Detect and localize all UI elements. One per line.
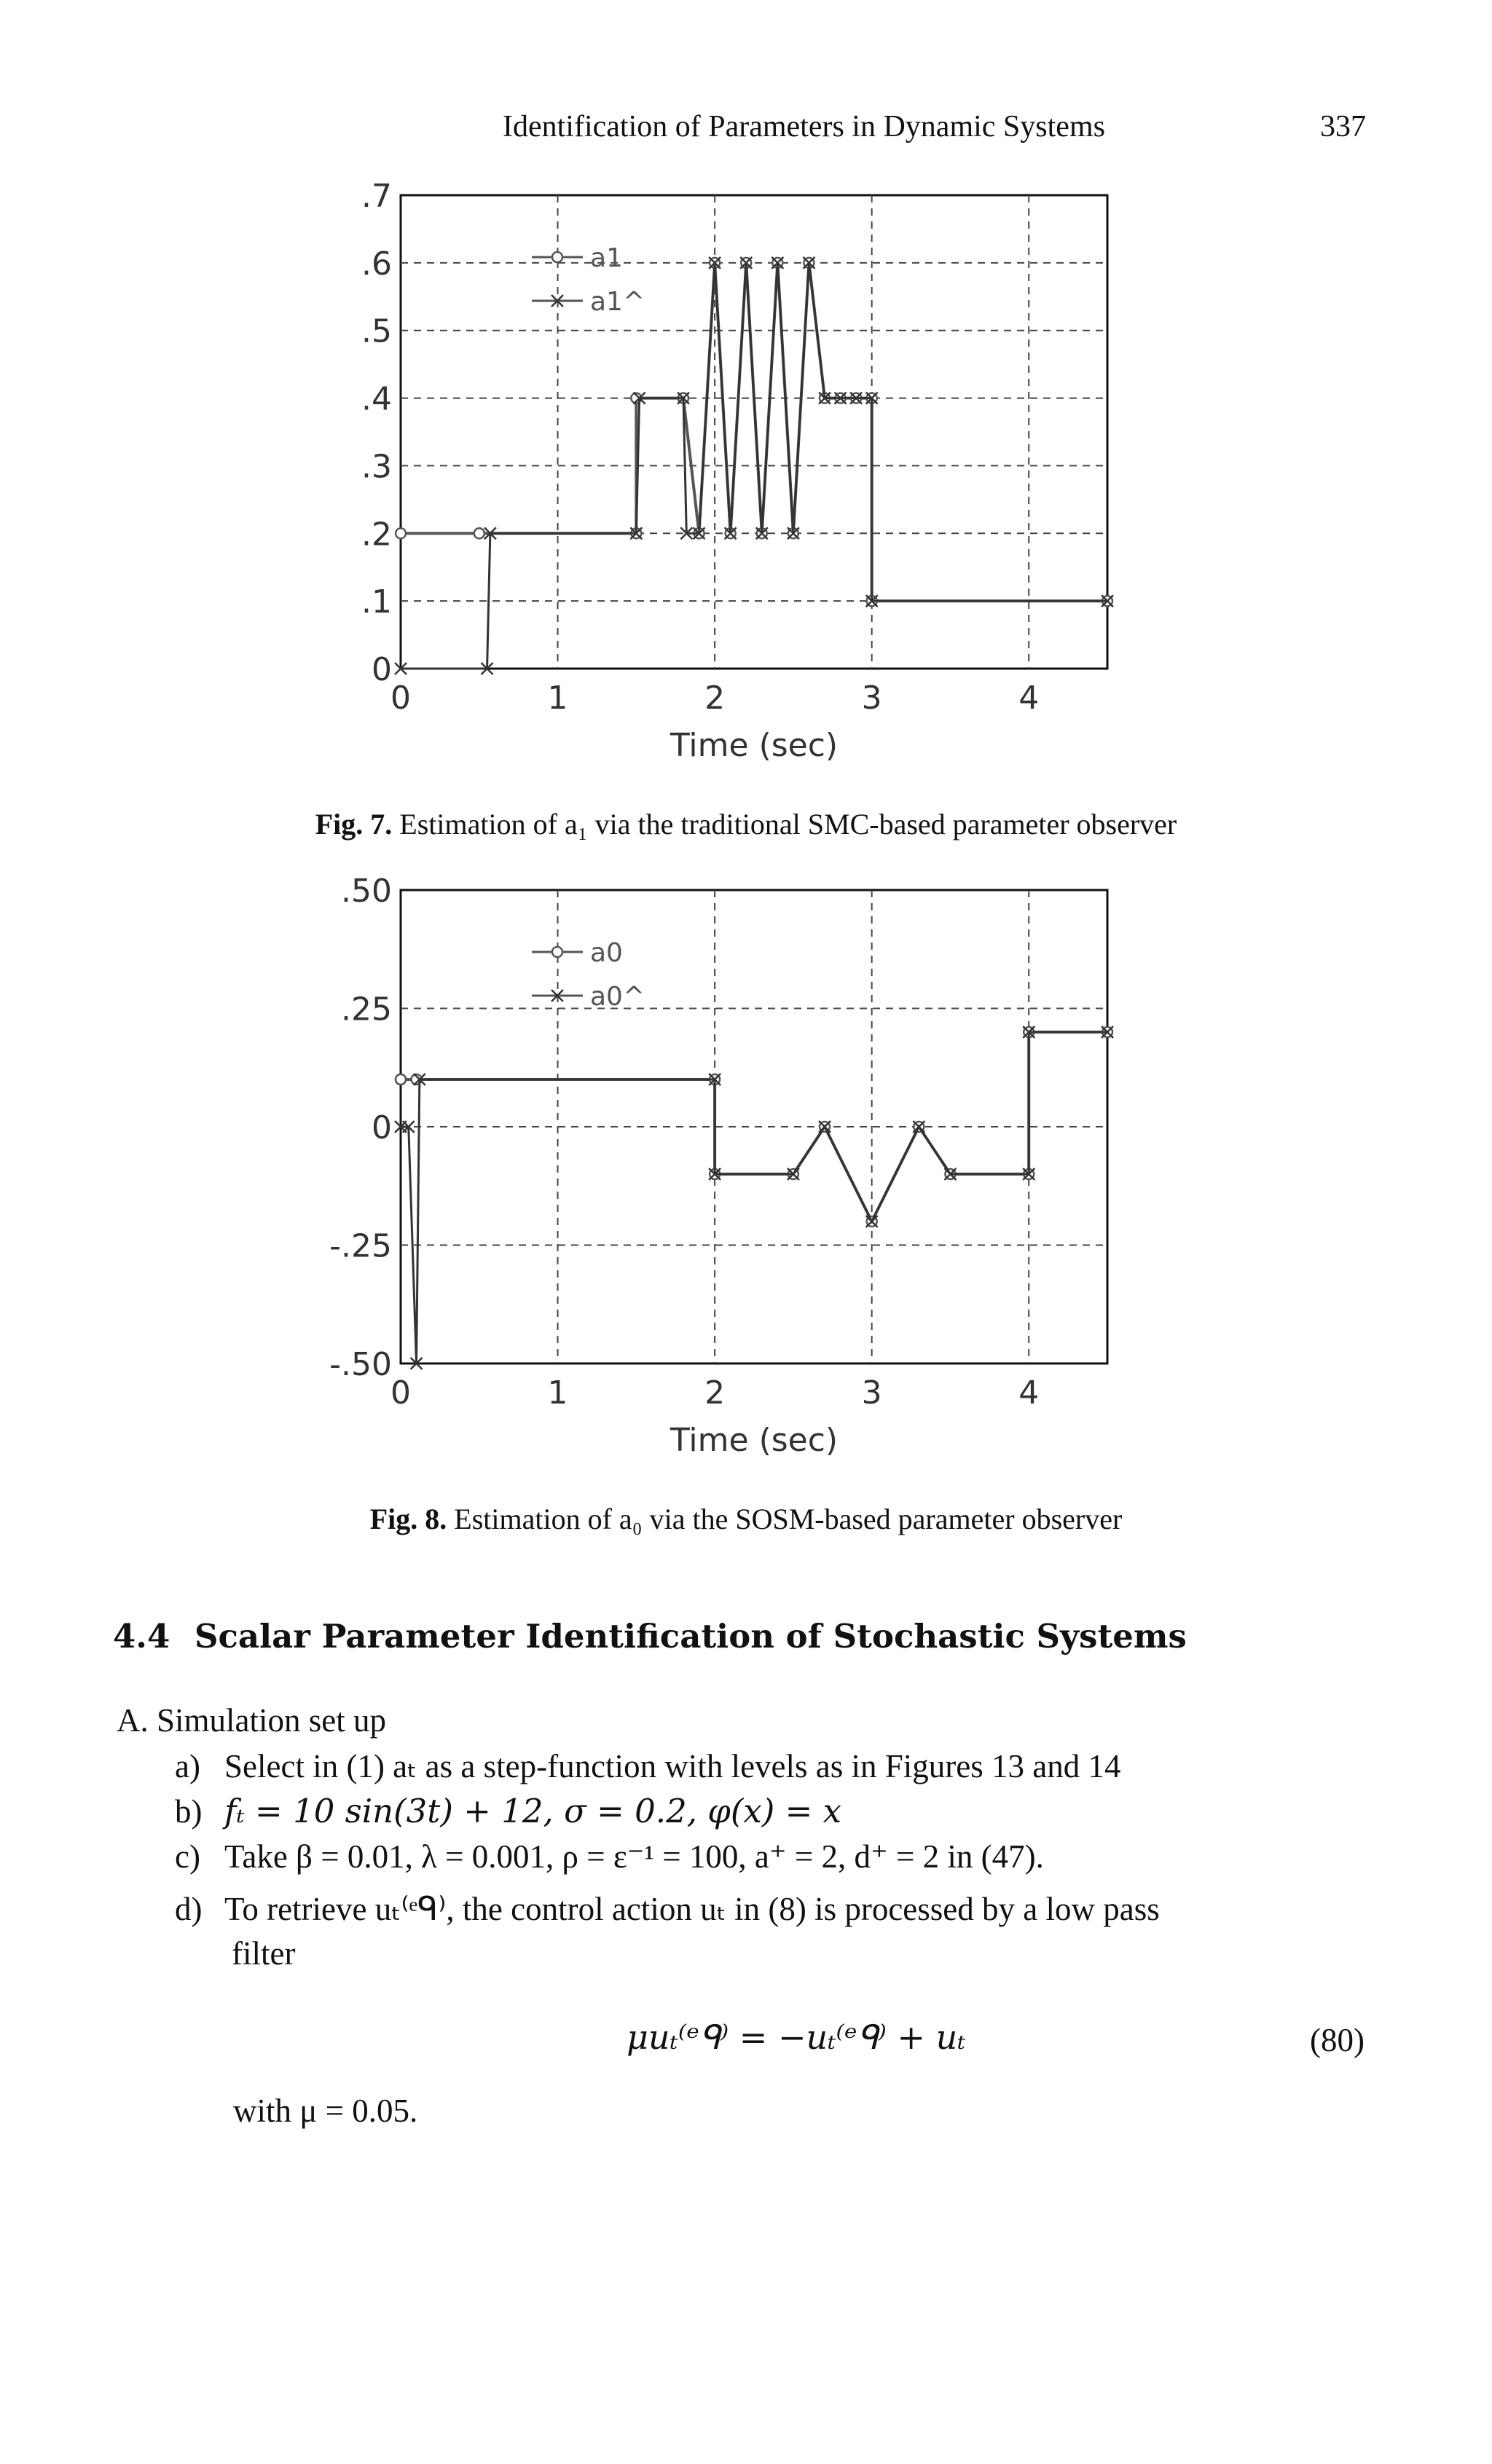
x-tick-label: 3	[861, 680, 882, 717]
with-mu-text: with μ = 0.05.	[233, 2093, 418, 2129]
x-tick-label: 4	[1018, 1374, 1040, 1412]
setup-item-d	[175, 1889, 1160, 1928]
item-text: fₜ = 10 sin(3t) + 12, σ = 0.2, φ(x) = x	[224, 1792, 842, 1830]
x-tick-label: 1	[547, 680, 568, 717]
x-tick-label: 0	[390, 680, 411, 717]
item-label: a)	[175, 1748, 200, 1784]
legend-marker	[552, 252, 562, 262]
y-tick-label: 0	[372, 651, 392, 688]
figure-8-label: Fig. 8.	[369, 1503, 447, 1535]
x-tick-label: 3	[861, 1374, 882, 1412]
equation-number: (80)	[1310, 2022, 1365, 2058]
legend-marker	[552, 947, 562, 957]
section-title: Scalar Parameter Identification of Stochastic Systems	[194, 1617, 1187, 1656]
y-tick-label: .6	[361, 245, 392, 283]
x-tick-label: 4	[1018, 680, 1040, 717]
x-tick-label: 2	[704, 680, 726, 717]
page-number: 337	[1320, 110, 1366, 143]
setup-item-c	[175, 1837, 1044, 1875]
running-title: Identification of Parameters in Dynamic Systems	[503, 110, 1105, 143]
y-tick-label: .1	[361, 583, 392, 621]
item-text: To retrieve uₜ⁽ᵉᑫ⁾, the control action uₜ in (8) is processed by a low pass	[224, 1891, 1160, 1927]
setup-item-a	[175, 1747, 1121, 1785]
item-label: d)	[175, 1891, 203, 1927]
legend-entry: a0^	[590, 982, 645, 1012]
item-label: c)	[175, 1838, 200, 1875]
y-tick-label: .25	[341, 991, 392, 1028]
section-number: 4.4	[113, 1617, 170, 1656]
figure-7-caption-text: Estimation of a₁ via the traditional SMC-based parameter observer	[399, 808, 1177, 841]
setup-item-d-continued	[232, 1934, 295, 1972]
x-tick-label: 2	[704, 1374, 726, 1412]
x-tick-label: 0	[390, 1374, 411, 1412]
item-text: Select in (1) aₜ as a step-function with levels as in Figures 13 and 14	[224, 1748, 1121, 1784]
y-tick-label: .50	[341, 873, 392, 910]
setup-title: A. Simulation set up	[117, 1702, 386, 1739]
x-axis-label: Time (sec)	[670, 1422, 839, 1459]
item-text: Take β = 0.01, λ = 0.001, ρ = ε⁻¹ = 100, a⁺ = 2, d⁺ = 2 in (47).	[224, 1838, 1044, 1875]
legend-entry: a1^	[590, 287, 645, 317]
equation-80: μuₜ⁽ᵉᑫ⁾ = −uₜ⁽ᵉᑫ⁾ + uₜ	[627, 2018, 966, 2057]
figure-7-svg	[342, 178, 1129, 778]
figure-8-chart	[329, 873, 1129, 1473]
y-tick-label: .3	[361, 448, 392, 486]
figure-8-caption	[0, 1502, 1492, 1536]
item-label: b)	[175, 1793, 203, 1830]
legend-entry: a1	[590, 243, 623, 273]
data-point-marker	[396, 528, 406, 538]
y-tick-label: .5	[361, 312, 392, 350]
figure-7-chart	[342, 178, 1129, 778]
section-heading	[113, 1617, 1187, 1656]
x-axis-label: Time (sec)	[670, 727, 839, 764]
y-tick-label: 0	[372, 1109, 392, 1146]
y-tick-label: .2	[361, 516, 392, 554]
item-text: filter	[232, 1935, 296, 1972]
setup-item-b	[175, 1792, 841, 1830]
y-tick-label: .4	[361, 380, 392, 418]
figure-8-svg	[329, 873, 1129, 1473]
y-tick-label: -.50	[329, 1346, 392, 1383]
y-tick-label: .7	[361, 178, 392, 215]
data-point-marker	[396, 1074, 406, 1085]
page-header	[503, 109, 1366, 160]
figure-7-caption	[0, 807, 1492, 841]
figure-7-label: Fig. 7.	[315, 808, 393, 841]
data-point-marker	[474, 528, 484, 538]
x-tick-label: 1	[547, 1374, 568, 1412]
y-tick-label: -.25	[329, 1227, 392, 1265]
plot-frame	[401, 195, 1107, 669]
legend-entry: a0	[590, 938, 623, 968]
figure-8-caption-text: Estimation of a₀ via the SOSM-based parameter observer	[454, 1503, 1123, 1535]
